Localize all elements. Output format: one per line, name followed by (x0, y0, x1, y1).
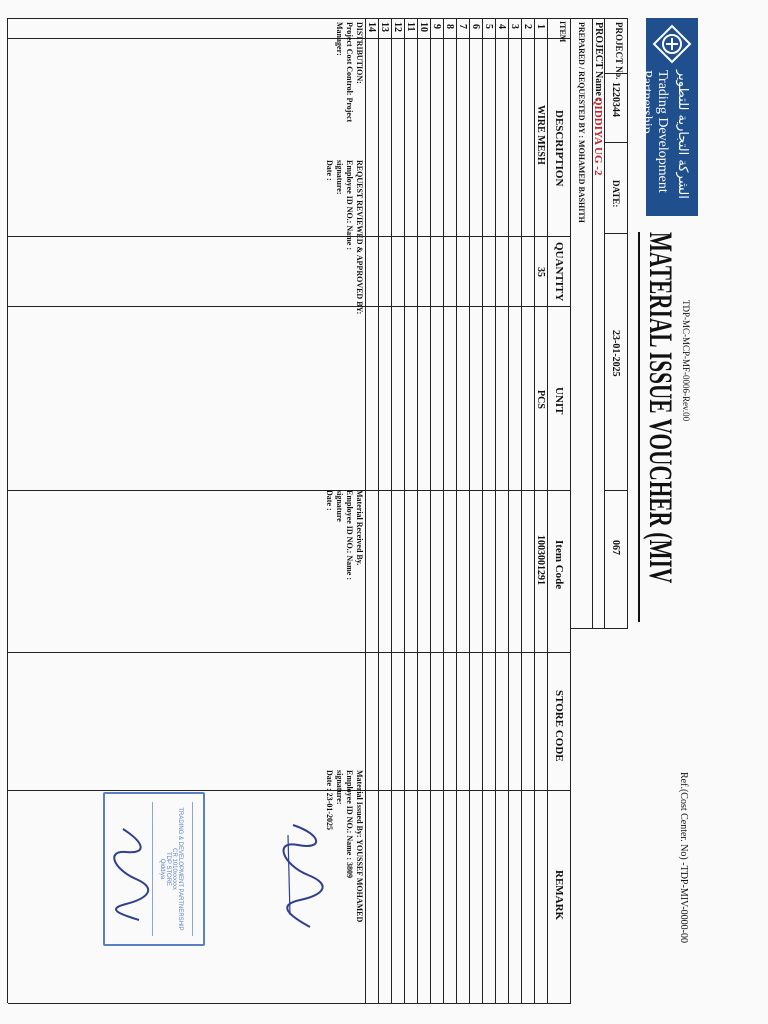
row-number: 5 (483, 24, 494, 29)
project-name-label: PROJECT Name : (593, 22, 604, 102)
received-date: Date : (325, 490, 334, 511)
col-header-quantity: QUANTITY (553, 242, 565, 302)
row-number: 11 (405, 22, 416, 32)
date-value: 23-01-2025 (610, 330, 621, 377)
voucher-number: 067 (610, 540, 621, 555)
form-code: TDP-MC-MCP-MF-0006-Rev.00 (681, 300, 691, 422)
company-logo (639, 18, 698, 216)
received-title: Material Received By. (355, 490, 364, 566)
prepared-by: PREPARED / REQUESTED BY : MOHAMED BASHITH (577, 22, 586, 223)
stamp-signature-icon (111, 824, 151, 924)
col-header-item-code: Item Code (553, 540, 565, 590)
row-number: 7 (457, 24, 468, 29)
reference-number: Ref.(Cost Center. No) -TDP-MIV-0000-00 (678, 772, 689, 944)
row-number: 4 (496, 24, 507, 29)
row-number: 8 (444, 24, 455, 29)
col-header-description: DESCRIPTION (553, 110, 565, 187)
date-label: DATE: (611, 180, 621, 208)
received-employee: Employee ID NO.: Name : (345, 490, 354, 580)
company-emblem-icon (652, 24, 692, 64)
approval-employee: Employee ID NO.: Name : (345, 160, 354, 250)
distribution-to-2: Manager: (335, 22, 344, 56)
row-number: 3 (509, 24, 520, 29)
issued-signature: signature: (335, 770, 344, 805)
title-underline (638, 232, 640, 622)
distribution-to: Project Cost Control: Project (345, 22, 354, 123)
row-number: 9 (431, 24, 442, 29)
project-name-value: QIDDIYA UG -2 (592, 97, 604, 176)
received-signature: signature (335, 490, 344, 522)
row-unit: PCS (535, 390, 546, 409)
stamp-text: TRADING & DEVELOPMENT PARTNERSHIP CR 1010xxxxxx TDP STORE Qiddiya (159, 807, 183, 931)
approval-title: REQUEST REVIEWED & APPROVED BY: (355, 160, 364, 315)
row-quantity: 35 (535, 267, 546, 277)
row-number: 1 (535, 24, 546, 29)
page-title: MATERIAL ISSUE VOUCHER (MIV (642, 232, 678, 584)
company-stamp (103, 792, 205, 946)
approval-signature: signature: (335, 160, 344, 195)
row-number: 13 (379, 22, 390, 32)
row-number: 10 (418, 22, 429, 32)
approval-date: Date : (325, 160, 334, 181)
row-description: WIRE MESH (535, 105, 546, 165)
issuer-signature-icon (278, 815, 328, 935)
issued-title: Material Issued By: YOUSSEF MOHAMED (355, 770, 364, 923)
project-no-value: 1220344 (610, 82, 621, 117)
col-header-remark: REMARK (553, 870, 565, 921)
col-header-unit: UNIT (553, 387, 565, 415)
col-header-store-code: STORE CODE (553, 690, 565, 762)
issued-date: Date : 23-01-2025 (325, 770, 334, 830)
distribution-label: DISTRIBUTION: (355, 22, 364, 84)
row-number: 12 (392, 22, 403, 32)
row-number: 2 (522, 24, 533, 29)
row-item-code: 1003001291 (535, 535, 546, 585)
project-no-label: PROJECT No. (614, 22, 624, 80)
col-header-item: ITEM (558, 21, 567, 43)
company-arabic-name: الشركة التجارية للتطوير (675, 70, 690, 199)
company-english-name: Trading Development Partnership (639, 70, 670, 193)
row-number: 6 (470, 24, 481, 29)
row-number: 14 (366, 22, 377, 32)
issued-employee: Employee ID NO.: Name : 3809 (345, 770, 354, 878)
